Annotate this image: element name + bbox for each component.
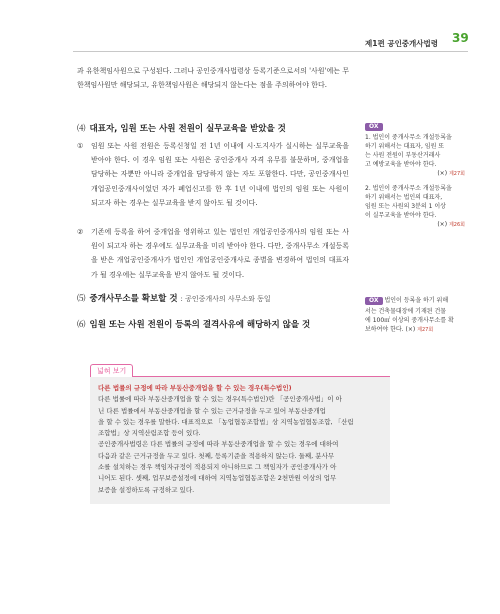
item-text: 기존에 등록을 하여 중개업을 영위하고 있는 법인인 개업공인중개사의 임원 또는 사원이 되고자 하는 경우에도 실무교육을 미리 받아야 한다. 다만, 중개사무소 개설등록을 받은 개업공인중개사가 법인인 개업공인중개사로 종별을 변경하여 법인의 대표자가 될 경우에는 실무교육을 받지 않아도 될 것이다. bbox=[91, 228, 349, 279]
note-line: 2. 법인이 중개사무소 개설등록을 bbox=[365, 185, 452, 192]
answer-mark: (×) bbox=[405, 326, 416, 333]
note-answer bbox=[365, 169, 465, 179]
note-line: 에 100㎡ 이상의 중개사무소를 확 bbox=[365, 317, 454, 324]
note-line: 법인이 등록을 하기 위해 bbox=[384, 297, 449, 304]
box-body bbox=[90, 376, 390, 504]
note-line: 이 실무교육을 받아야 한다. bbox=[365, 212, 437, 219]
section-number: ⑷ bbox=[77, 124, 86, 134]
item-text: 임원 또는 사원 전원은 등록신청일 전 1년 이내에 시·도지사가 실시하는 실무교육을 받아야 한다. 이 경우 임원 또는 사원은 공인중개사 자격 유무를 불문하며, 중개업을 담당하는 자뿐만 아니라 중개업을 담당하지 않는 자도 포함한다. 다만, 공인중개사인 개업공인중개사이었던 자가 폐업신고를 한 후 1년 이내에 법인의 임원 또는 사원이 되고자 하는 경우는 실무교육을 받지 않아도 될 것이다. bbox=[91, 142, 349, 207]
box-line: 니어도 된다. 셋째, 업무보증설정에 대하여 지역농업협동조합은 2천만원 이상의 업무 bbox=[98, 474, 337, 483]
expansion-box bbox=[90, 357, 390, 504]
sidebar-note-1 bbox=[365, 122, 465, 179]
note-line: 보하여야 한다. (×) 제27회 bbox=[365, 326, 434, 333]
answer-mark: (×) bbox=[437, 170, 448, 177]
sidebar-note-2 bbox=[365, 184, 465, 230]
intro-paragraph bbox=[77, 64, 349, 92]
answer-mark: (×) bbox=[437, 221, 448, 228]
section-title: 임원 또는 사원 전원이 등록의 결격사유에 해당하지 않을 것 bbox=[89, 320, 311, 330]
note-line: 는 사원 전원이 부동산거래사 bbox=[365, 152, 441, 159]
section-heading-6 bbox=[77, 318, 310, 330]
list-item-1 bbox=[77, 139, 349, 210]
note-line: 하기 위해서는 대표자, 임원 또 bbox=[365, 143, 445, 150]
section-number: ⑹ bbox=[77, 320, 86, 330]
exam-ref: 제27회 bbox=[417, 327, 434, 333]
note-line: 하기 위해서는 법인의 대표자, bbox=[365, 194, 443, 201]
box-line: 다음과 같은 근거규정을 두고 있다. 첫째, 등록기준을 적용하지 않는다. 둘째, 분사무 bbox=[98, 451, 335, 460]
box-line: 다른 법률에 따라 부동산중개업을 할 수 있는 경우(특수법인)란 「공인중개사법」이 아 bbox=[98, 395, 342, 404]
page-number: 39 bbox=[452, 31, 469, 45]
note-line: 1. 법인이 중개사무소 개설등록을 bbox=[365, 134, 452, 141]
section-heading-5 bbox=[77, 292, 271, 304]
exam-ref: 제26회 bbox=[448, 222, 465, 228]
section-title: 대표자, 임원 또는 사원 전원이 실무교육을 받았을 것 bbox=[89, 124, 286, 134]
header-rule bbox=[73, 51, 468, 52]
box-line: 조합법」상 지역산림조합 등이 있다. bbox=[98, 429, 201, 438]
note-answer bbox=[365, 220, 465, 230]
section-number: ⑸ bbox=[77, 294, 86, 304]
section-title: 중개사무소를 확보할 것 bbox=[89, 294, 178, 304]
section-heading-4 bbox=[77, 122, 286, 134]
box-line: 공인중개사법령은 다른 법률의 규정에 따라 부동산중개업을 할 수 있는 경우에 대하여 bbox=[98, 440, 339, 449]
item-marker: ② bbox=[77, 228, 84, 236]
box-line: 보증을 설정하도록 규정하고 있다. bbox=[98, 485, 195, 494]
list-item-2 bbox=[77, 225, 349, 282]
box-line: 을 할 수 있는 경우를 말한다. 대표적으로 「농업협동조합법」상 지역농업협동조합, 「산림 bbox=[98, 417, 354, 426]
ox-badge: OX bbox=[365, 123, 383, 131]
running-header: 제1편 공인중개사법령 bbox=[365, 39, 439, 48]
note-line: 고 예방교육을 받아야 한다. bbox=[365, 161, 437, 168]
sidebar-note-3 bbox=[365, 296, 465, 335]
note-line: 임원 또는 사원의 3분의 1 이상 bbox=[365, 203, 446, 210]
item-marker: ① bbox=[77, 142, 84, 150]
box-title: 다른 법률의 규정에 따라 부동산중개업을 할 수 있는 경우(특수법인) bbox=[98, 384, 292, 392]
ox-badge: OX bbox=[365, 297, 383, 305]
note-line: 서는 건축물대장에 기재된 건물 bbox=[365, 308, 447, 315]
intro-text: 과 유한책임사원으로 구성된다. 그러나 공인중개사법령상 등록기준으로서의 '사원'에는 무한책임사원만 해당되고, 유한책임사원은 해당되지 않는다는 점을 주의하여야 한다. bbox=[77, 67, 349, 90]
box-line: 닌 다른 법률에서 부동산중개업을 할 수 있는 근거규정을 두고 있어 부동산중개업 bbox=[98, 406, 326, 415]
box-line: 소를 설치하는 경우 책임자규정이 적용되지 아니하므로 그 책임자가 공인중개사가 아 bbox=[98, 463, 337, 472]
exam-ref: 제27회 bbox=[448, 171, 465, 177]
box-tab: 넓혀 보기 bbox=[90, 364, 133, 377]
section-subtitle: : 공인중개사의 사무소와 동일 bbox=[180, 295, 271, 303]
